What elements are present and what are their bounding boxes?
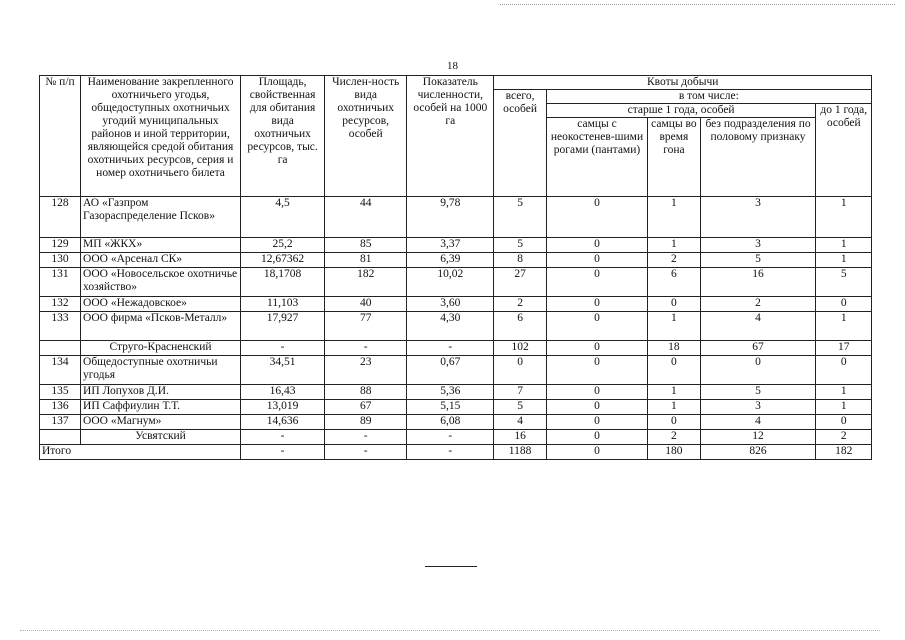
cell-nosex: 16	[700, 268, 816, 297]
cell-area: -	[241, 341, 325, 356]
table-row	[40, 400, 872, 415]
cell-rut: 0	[648, 297, 700, 312]
cell-total: 0	[494, 356, 546, 385]
cell-count: 81	[325, 253, 407, 268]
cell-num: 133	[40, 312, 81, 341]
cell-total: 16	[494, 430, 546, 445]
cell-antlers: 0	[546, 400, 648, 415]
cell-nosex: 5	[700, 253, 816, 268]
header-density: Показатель численности, особей на 1000 га	[407, 76, 494, 197]
header-older: старше 1 года, особей	[546, 104, 816, 118]
cell-under1: 1	[816, 312, 872, 341]
table-row	[40, 268, 872, 297]
header-including: в том числе:	[546, 90, 871, 104]
table-row	[40, 197, 872, 238]
cell-area: 13,019	[241, 400, 325, 415]
cell-density: 6,39	[407, 253, 494, 268]
cell-count: 40	[325, 297, 407, 312]
cell-under1: 17	[816, 341, 872, 356]
cell-nosex: 67	[700, 341, 816, 356]
table-body	[40, 197, 872, 460]
cell-total: 102	[494, 341, 546, 356]
cell-count: 44	[325, 197, 407, 238]
cell-count: -	[325, 430, 407, 445]
cell-rut: 1	[648, 238, 700, 253]
district-subtotal-row	[40, 341, 872, 356]
cell-count: 85	[325, 238, 407, 253]
cell-area: -	[241, 445, 325, 460]
cell-area: 12,67362	[241, 253, 325, 268]
cell-count: -	[325, 445, 407, 460]
cell-nosex: 3	[700, 238, 816, 253]
cell-antlers: 0	[546, 253, 648, 268]
cell-nosex: 3	[700, 400, 816, 415]
cell-name: МП «ЖКХ»	[81, 238, 241, 253]
table-header	[40, 76, 872, 197]
cell-area: -	[241, 430, 325, 445]
cell-antlers: 0	[546, 430, 648, 445]
cell-under1: 0	[816, 356, 872, 385]
cell-density: -	[407, 430, 494, 445]
header-area: Площадь, свойственная для обитания вида охотничьих ресурсов, тыс. га	[241, 76, 325, 197]
cell-under1: 5	[816, 268, 872, 297]
cell-name: ООО «Нежадовское»	[81, 297, 241, 312]
footer-rule	[425, 566, 477, 567]
cell-total: 5	[494, 400, 546, 415]
cell-antlers: 0	[546, 312, 648, 341]
cell-num: 131	[40, 268, 81, 297]
cell-count: 23	[325, 356, 407, 385]
cell-nosex: 3	[700, 197, 816, 238]
cell-nosex: 5	[700, 385, 816, 400]
cell-rut: 1	[648, 400, 700, 415]
cell-rut: 1	[648, 197, 700, 238]
cell-total: 8	[494, 253, 546, 268]
header-males-antlers: самцы с неокостенев-шими рогами (пантами)	[546, 118, 648, 197]
cell-antlers: 0	[546, 385, 648, 400]
cell-under1: 1	[816, 400, 872, 415]
cell-antlers: 0	[546, 341, 648, 356]
cell-antlers: 0	[546, 445, 648, 460]
cell-density: 0,67	[407, 356, 494, 385]
table-row	[40, 253, 872, 268]
cell-under1: 1	[816, 238, 872, 253]
cell-total: 27	[494, 268, 546, 297]
cell-name: Общедоступные охотничьи угодья	[81, 356, 241, 385]
cell-under1: 0	[816, 297, 872, 312]
header-no-sex: без подразделения по половому признаку	[700, 118, 816, 197]
cell-density: 3,37	[407, 238, 494, 253]
cell-num	[40, 341, 81, 356]
cell-total: 5	[494, 197, 546, 238]
cell-num: 137	[40, 415, 81, 430]
cell-antlers: 0	[546, 197, 648, 238]
cell-num: 136	[40, 400, 81, 415]
cell-under1: 0	[816, 415, 872, 430]
cell-name: ООО «Арсенал СК»	[81, 253, 241, 268]
cell-density: 3,60	[407, 297, 494, 312]
header-under1: до 1 года, особей	[816, 104, 872, 197]
cell-num: 132	[40, 297, 81, 312]
cell-under1: 1	[816, 385, 872, 400]
cell-antlers: 0	[546, 415, 648, 430]
cell-rut: 18	[648, 341, 700, 356]
cell-antlers: 0	[546, 356, 648, 385]
cell-area: 11,103	[241, 297, 325, 312]
cell-density: -	[407, 341, 494, 356]
district-subtotal-row	[40, 430, 872, 445]
cell-district-name: Усвятский	[81, 430, 241, 445]
table-row	[40, 297, 872, 312]
cell-count: 88	[325, 385, 407, 400]
scan-artifact-bottom	[20, 630, 880, 631]
cell-name: ООО фирма «Псков-Металл»	[81, 312, 241, 341]
cell-area: 17,927	[241, 312, 325, 341]
cell-area: 18,1708	[241, 268, 325, 297]
cell-nosex: 4	[700, 415, 816, 430]
table-row	[40, 312, 872, 341]
table-row	[40, 415, 872, 430]
cell-density: 5,36	[407, 385, 494, 400]
cell-count: 182	[325, 268, 407, 297]
header-quotas: Квоты добычи	[494, 76, 872, 90]
cell-rut: 2	[648, 253, 700, 268]
cell-nosex: 4	[700, 312, 816, 341]
grand-total-row	[40, 445, 872, 460]
cell-area: 14,636	[241, 415, 325, 430]
cell-density: 4,30	[407, 312, 494, 341]
cell-nosex: 0	[700, 356, 816, 385]
cell-rut: 0	[648, 356, 700, 385]
cell-density: 9,78	[407, 197, 494, 238]
cell-rut: 6	[648, 268, 700, 297]
header-count: Числен-ность вида охотничьих ресурсов, особей	[325, 76, 407, 197]
cell-total-label: Итого	[40, 445, 241, 460]
cell-total: 4	[494, 415, 546, 430]
cell-rut: 2	[648, 430, 700, 445]
cell-under1: 1	[816, 253, 872, 268]
cell-under1: 1	[816, 197, 872, 238]
header-males-rut: самцы во время гона	[648, 118, 700, 197]
cell-num: 135	[40, 385, 81, 400]
table-row	[40, 238, 872, 253]
header-num: № п/п	[40, 76, 81, 197]
cell-name: ИП Лопухов Д.И.	[81, 385, 241, 400]
cell-area: 25,2	[241, 238, 325, 253]
cell-nosex: 12	[700, 430, 816, 445]
cell-antlers: 0	[546, 238, 648, 253]
cell-total: 5	[494, 238, 546, 253]
cell-density: 10,02	[407, 268, 494, 297]
cell-name: АО «Газпром Газораспределение Псков»	[81, 197, 241, 238]
page-number: 18	[447, 60, 458, 72]
cell-num: 129	[40, 238, 81, 253]
cell-rut: 1	[648, 385, 700, 400]
cell-area: 16,43	[241, 385, 325, 400]
cell-density: 6,08	[407, 415, 494, 430]
cell-area: 4,5	[241, 197, 325, 238]
cell-rut: 1	[648, 312, 700, 341]
cell-district-name: Струго-Красненский	[81, 341, 241, 356]
cell-density: -	[407, 445, 494, 460]
cell-total: 1188	[494, 445, 546, 460]
cell-total: 6	[494, 312, 546, 341]
cell-total: 2	[494, 297, 546, 312]
cell-num: 128	[40, 197, 81, 238]
cell-antlers: 0	[546, 297, 648, 312]
cell-area: 34,51	[241, 356, 325, 385]
cell-antlers: 0	[546, 268, 648, 297]
cell-under1: 2	[816, 430, 872, 445]
cell-num	[40, 430, 81, 445]
cell-count: 67	[325, 400, 407, 415]
cell-nosex: 2	[700, 297, 816, 312]
header-name: Наименование закрепленного охотничьего угодья, общедоступных охотничьих угодий муниципальных районов и иной территории, являющейся средой обитания охотничьих ресурсов, серия и номер охотничьего билета	[81, 76, 241, 197]
cell-count: 89	[325, 415, 407, 430]
cell-num: 130	[40, 253, 81, 268]
cell-count: -	[325, 341, 407, 356]
table-row	[40, 385, 872, 400]
cell-name: ООО «Новосельское охотничье хозяйство»	[81, 268, 241, 297]
cell-nosex: 826	[700, 445, 816, 460]
cell-under1: 182	[816, 445, 872, 460]
cell-rut: 180	[648, 445, 700, 460]
cell-count: 77	[325, 312, 407, 341]
table-row	[40, 356, 872, 385]
cell-rut: 0	[648, 415, 700, 430]
header-total: всего, особей	[494, 90, 546, 197]
cell-name: ИП Саффиулин Т.Т.	[81, 400, 241, 415]
cell-num: 134	[40, 356, 81, 385]
quota-table	[39, 75, 872, 460]
cell-density: 5,15	[407, 400, 494, 415]
cell-total: 7	[494, 385, 546, 400]
cell-name: ООО «Магнум»	[81, 415, 241, 430]
scan-artifact-top	[500, 4, 895, 5]
